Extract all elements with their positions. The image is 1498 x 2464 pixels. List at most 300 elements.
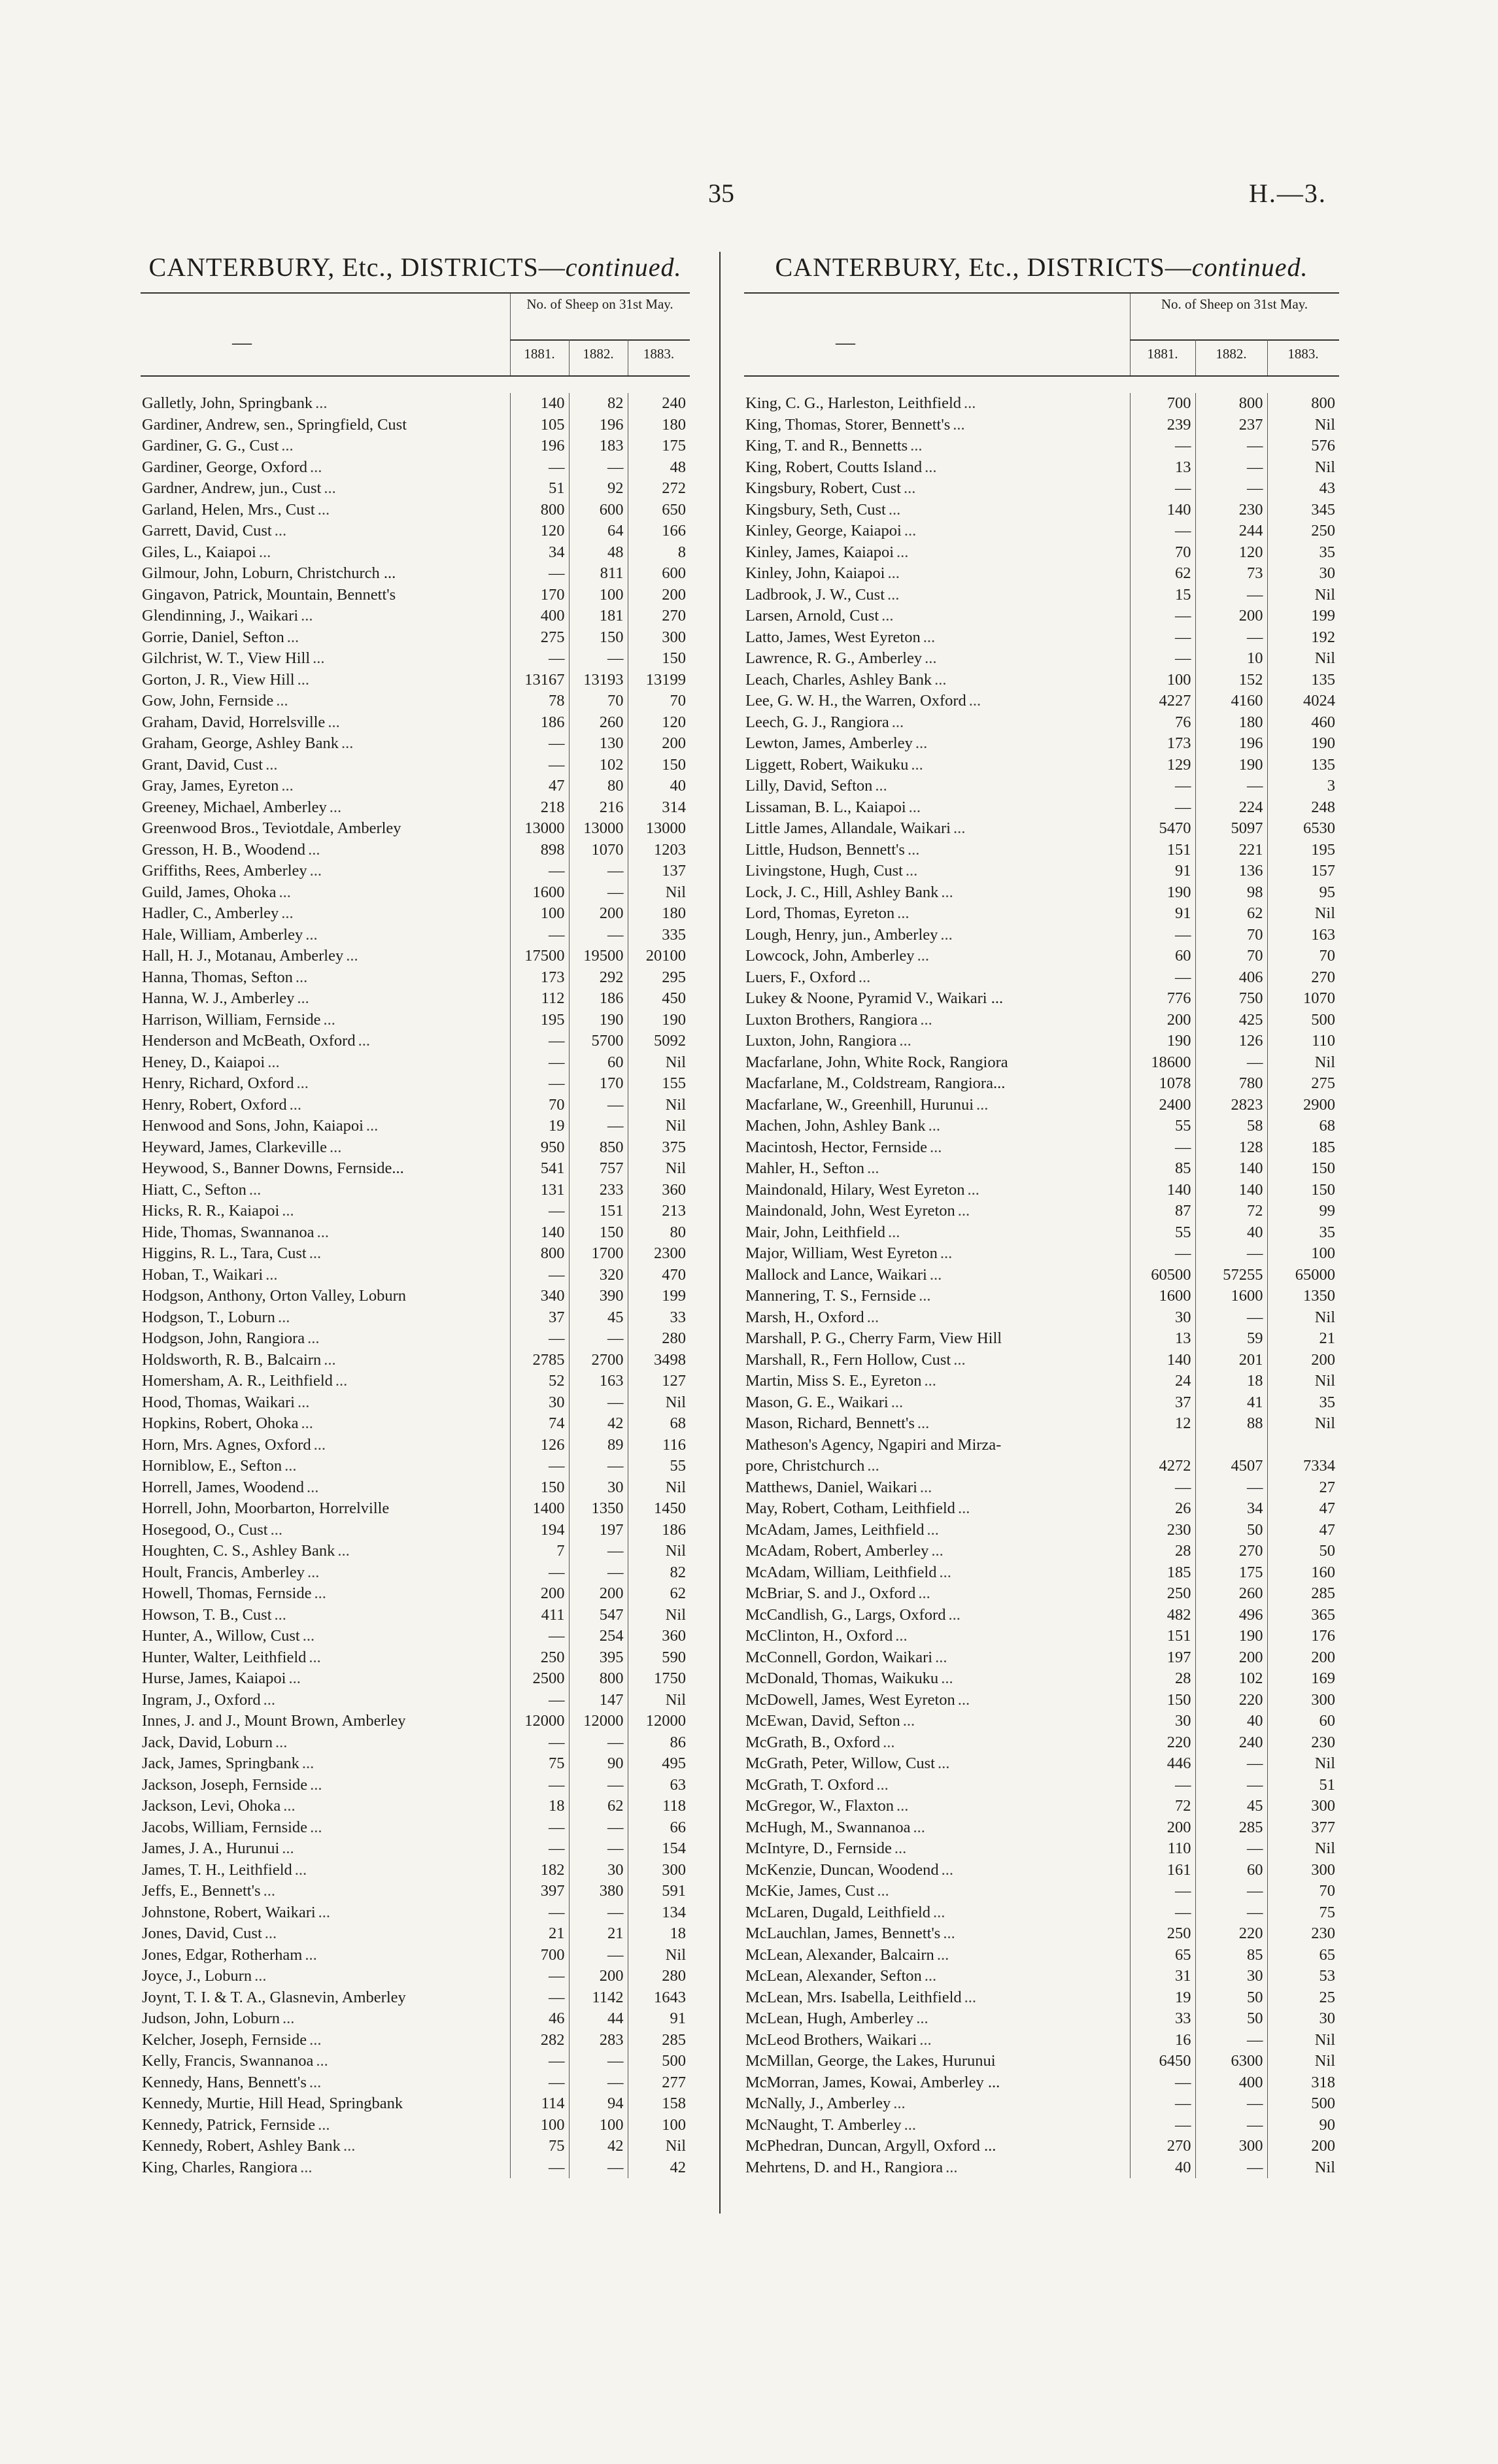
sheep-1882-cell: 390 bbox=[569, 1286, 628, 1307]
owner-cell: Hanna, Thomas, Sefton ... bbox=[142, 968, 308, 986]
owner-cell: Kinley, John, Kaiapoi ... bbox=[745, 564, 900, 582]
table-row bbox=[744, 1350, 1339, 1371]
sheep-1881-cell: 200 bbox=[1130, 1817, 1195, 1839]
owner-cell: Jones, Edgar, Rotherham ... bbox=[142, 1945, 317, 1964]
table-row bbox=[744, 1796, 1339, 1817]
owner-cell: Hood, Thomas, Waikari ... bbox=[142, 1393, 310, 1411]
sheep-1882-cell: — bbox=[1195, 1881, 1267, 1902]
table-row bbox=[744, 1371, 1339, 1392]
sheep-1882-cell: 220 bbox=[1195, 1923, 1267, 1945]
table-row bbox=[141, 670, 690, 691]
sheep-1881-cell: 131 bbox=[510, 1180, 569, 1201]
sheep-1881-cell: — bbox=[510, 733, 569, 755]
table-row bbox=[141, 1180, 690, 1201]
name-column-dash: — bbox=[232, 332, 252, 353]
sheep-1881-cell: 126 bbox=[510, 1435, 569, 1456]
owner-cell: McLean, Alexander, Sefton ... bbox=[745, 1967, 937, 1985]
owner-cell: Hoban, T., Waikari ... bbox=[142, 1265, 278, 1284]
sheep-1883-cell: Nil bbox=[1267, 2051, 1339, 2072]
table-row bbox=[744, 1222, 1339, 1244]
sheep-1881-cell: 28 bbox=[1130, 1668, 1195, 1690]
table-row bbox=[744, 2157, 1339, 2179]
table-row bbox=[744, 1775, 1339, 1796]
table-row bbox=[744, 1010, 1339, 1031]
sheep-1881-cell: 17500 bbox=[510, 946, 569, 967]
sheep-1881-cell: 2500 bbox=[510, 1668, 569, 1690]
owner-cell: Mehrtens, D. and H., Rangiora ... bbox=[745, 2158, 958, 2176]
owner-cell: Galletly, John, Springbank ... bbox=[142, 394, 328, 412]
sheep-1883-cell: 30 bbox=[1267, 563, 1339, 585]
sheep-1881-cell: 91 bbox=[1130, 903, 1195, 925]
sheep-1883-cell: 135 bbox=[1267, 670, 1339, 691]
sheep-1882-cell: 406 bbox=[1195, 967, 1267, 989]
owner-cell: Lilly, David, Sefton ... bbox=[745, 777, 887, 795]
sheep-1882-cell: 811 bbox=[569, 563, 628, 585]
table-row bbox=[141, 2051, 690, 2072]
table-row bbox=[141, 521, 690, 542]
sheep-1882-cell: — bbox=[1195, 1838, 1267, 1860]
sheep-1882-cell: 92 bbox=[569, 478, 628, 500]
sheep-1882-cell: 85 bbox=[1195, 1945, 1267, 1966]
sheep-1883-cell: Nil bbox=[1267, 903, 1339, 925]
table-row bbox=[141, 1413, 690, 1435]
sheep-table-left bbox=[141, 393, 690, 2178]
table-row bbox=[141, 2008, 690, 2030]
sheep-1881-cell: — bbox=[510, 1201, 569, 1222]
table-row bbox=[744, 691, 1339, 712]
owner-cell: Kinley, George, Kaiapoi ... bbox=[745, 522, 917, 539]
sheep-1883-cell: 25 bbox=[1267, 1987, 1339, 2009]
sheep-1882-cell: — bbox=[569, 1562, 628, 1584]
table-row bbox=[141, 585, 690, 606]
sheep-1883-cell: 200 bbox=[628, 585, 690, 606]
sheep-1882-cell: 292 bbox=[569, 967, 628, 989]
sheep-1882-cell: 6300 bbox=[1195, 2051, 1267, 2072]
sheep-1883-cell: 43 bbox=[1267, 478, 1339, 500]
sheep-1883-cell: 53 bbox=[1267, 1966, 1339, 1987]
table-row bbox=[744, 436, 1339, 457]
sheep-1881-cell: — bbox=[510, 1902, 569, 1924]
owner-cell: James, J. A., Hurunui ... bbox=[142, 1839, 294, 1857]
sheep-1881-cell: 1600 bbox=[510, 882, 569, 904]
sheep-1883-cell: Nil bbox=[1267, 2157, 1339, 2179]
sheep-1882-cell: 233 bbox=[569, 1180, 628, 1201]
sheep-1883-cell: Nil bbox=[628, 1052, 690, 1074]
sheep-1883-cell: 3498 bbox=[628, 1350, 690, 1371]
sheep-1883-cell: 377 bbox=[1267, 1817, 1339, 1839]
sheep-1883-cell: 82 bbox=[628, 1562, 690, 1584]
owner-cell: May, Robert, Cotham, Leithfield ... bbox=[745, 1499, 970, 1517]
sheep-1883-cell: 270 bbox=[1267, 967, 1339, 989]
sheep-1881-cell: 30 bbox=[1130, 1307, 1195, 1329]
table-row bbox=[141, 1520, 690, 1541]
sheep-1883-cell: 6530 bbox=[1267, 818, 1339, 840]
owner-cell: McAdam, Robert, Amberley ... bbox=[745, 1542, 944, 1560]
sheep-1882-cell: 60 bbox=[1195, 1860, 1267, 1881]
owner-cell: Hunter, A., Willow, Cust ... bbox=[142, 1627, 315, 1645]
sheep-1882-cell: — bbox=[1195, 478, 1267, 500]
owner-cell: Henwood and Sons, John, Kaiapoi ... bbox=[142, 1117, 379, 1135]
table-row bbox=[744, 393, 1339, 415]
sheep-1881-cell: — bbox=[510, 1031, 569, 1052]
owner-cell: Livingstone, Hugh, Cust ... bbox=[745, 862, 918, 880]
table-row bbox=[141, 1328, 690, 1350]
sheep-1881-cell: 140 bbox=[1130, 500, 1195, 521]
sheep-1883-cell: 199 bbox=[628, 1286, 690, 1307]
table-row bbox=[141, 1647, 690, 1669]
owner-cell: Little James, Allandale, Waikari ... bbox=[745, 819, 966, 837]
table-row bbox=[744, 1201, 1339, 1222]
sheep-1881-cell: 15 bbox=[1130, 585, 1195, 606]
table-row bbox=[141, 478, 690, 500]
sheep-1883-cell: 50 bbox=[1267, 1541, 1339, 1562]
table-row bbox=[744, 1158, 1339, 1180]
sheep-1881-cell: 2400 bbox=[1130, 1095, 1195, 1116]
sheep-1881-cell: — bbox=[510, 1817, 569, 1839]
sheep-1882-cell: 181 bbox=[569, 606, 628, 627]
table-row bbox=[744, 1180, 1339, 1201]
sheep-1882-cell: 2700 bbox=[569, 1350, 628, 1371]
table-row bbox=[141, 946, 690, 967]
sheep-1882-cell: 40 bbox=[1195, 1222, 1267, 1244]
sheep-1883-cell bbox=[1267, 1435, 1339, 1456]
owner-cell: Harrison, William, Fernside ... bbox=[142, 1010, 335, 1029]
owner-cell: McGrath, T. Oxford ... bbox=[745, 1775, 889, 1794]
owner-cell: Kennedy, Robert, Ashley Bank ... bbox=[142, 2137, 356, 2155]
sheep-1881-cell: 1078 bbox=[1130, 1073, 1195, 1095]
sheep-1883-cell: Nil bbox=[1267, 1307, 1339, 1329]
owner-cell: Hanna, W. J., Amberley ... bbox=[142, 989, 309, 1007]
sheep-1882-cell: 88 bbox=[1195, 1413, 1267, 1435]
table-row bbox=[141, 1116, 690, 1137]
sheep-1881-cell: 800 bbox=[510, 500, 569, 521]
sheep-1881-cell: — bbox=[510, 1328, 569, 1350]
sheep-1882-cell: 10 bbox=[1195, 648, 1267, 670]
sheep-1883-cell: Nil bbox=[1267, 648, 1339, 670]
table-row bbox=[744, 1881, 1339, 1902]
sheep-1882-cell: 547 bbox=[569, 1605, 628, 1626]
sheep-1883-cell: 12000 bbox=[628, 1711, 690, 1732]
sheep-1882-cell: 757 bbox=[569, 1158, 628, 1180]
owner-cell: Hodgson, John, Rangiora ... bbox=[142, 1329, 320, 1347]
table-row bbox=[141, 861, 690, 882]
sheep-1882-cell: 175 bbox=[1195, 1562, 1267, 1584]
sheep-1881-cell: 30 bbox=[1130, 1711, 1195, 1732]
table-row bbox=[141, 2093, 690, 2115]
sheep-1883-cell: 495 bbox=[628, 1753, 690, 1775]
owner-cell: McPhedran, Duncan, Argyll, Oxford ... bbox=[745, 2137, 996, 2155]
table-row bbox=[744, 1031, 1339, 1052]
sheep-1883-cell: 200 bbox=[1267, 1350, 1339, 1371]
table-row bbox=[744, 1945, 1339, 1966]
owner-cell: Luers, F., Oxford ... bbox=[745, 968, 871, 986]
sheep-1881-cell: 700 bbox=[1130, 393, 1195, 415]
table-row bbox=[744, 1732, 1339, 1754]
owner-cell: Horrell, James, Woodend ... bbox=[142, 1478, 319, 1496]
sheep-1882-cell: 200 bbox=[569, 1583, 628, 1605]
owner-cell: Gow, John, Fernside ... bbox=[142, 692, 288, 710]
table-row bbox=[141, 1477, 690, 1499]
owner-cell: McGregor, W., Flaxton ... bbox=[745, 1797, 909, 1815]
table-row bbox=[744, 478, 1339, 500]
year-1881-header: 1881. bbox=[1147, 346, 1178, 362]
sheep-1882-cell: 170 bbox=[569, 1073, 628, 1095]
sheep-1883-cell: 272 bbox=[628, 478, 690, 500]
page-reference: H.—3. bbox=[1249, 179, 1327, 208]
sheep-1881-cell: 4272 bbox=[1130, 1456, 1195, 1477]
table-row bbox=[744, 861, 1339, 882]
sheep-1882-cell: 320 bbox=[569, 1265, 628, 1286]
sheep-1883-cell: 2900 bbox=[1267, 1095, 1339, 1116]
owner-cell: McConnell, Gordon, Waikari ... bbox=[745, 1648, 947, 1666]
sheep-1883-cell: 70 bbox=[628, 691, 690, 712]
sheep-1881-cell: 21 bbox=[510, 1923, 569, 1945]
sheep-1883-cell: Nil bbox=[1267, 2030, 1339, 2051]
sheep-1883-cell: 86 bbox=[628, 1732, 690, 1754]
sheep-1882-cell: 395 bbox=[569, 1647, 628, 1669]
sheep-1883-cell: 91 bbox=[628, 2008, 690, 2030]
owner-cell: Gardiner, Andrew, sen., Springfield, Cust bbox=[142, 415, 407, 434]
owner-cell: King, Robert, Coutts Island ... bbox=[745, 458, 937, 476]
sheep-1883-cell: 180 bbox=[628, 415, 690, 436]
sheep-1882-cell: 70 bbox=[1195, 925, 1267, 946]
sheep-1883-cell: 100 bbox=[1267, 1243, 1339, 1265]
sheep-1882-cell: 70 bbox=[1195, 946, 1267, 967]
sheep-1882-cell: 237 bbox=[1195, 415, 1267, 436]
sheep-1881-cell: 34 bbox=[510, 542, 569, 564]
sheep-1883-cell: 175 bbox=[628, 436, 690, 457]
owner-cell: Mallock and Lance, Waikari ... bbox=[745, 1265, 942, 1284]
owner-cell: McKenzie, Duncan, Woodend ... bbox=[745, 1860, 953, 1879]
sheep-1881-cell: — bbox=[510, 1265, 569, 1286]
sheep-1883-cell: 248 bbox=[1267, 797, 1339, 819]
sheep-1882-cell: 150 bbox=[569, 627, 628, 649]
sheep-1882-cell: — bbox=[1195, 1307, 1267, 1329]
sheep-1883-cell: Nil bbox=[628, 1095, 690, 1116]
table-row bbox=[141, 606, 690, 627]
owner-cell: Kelcher, Joseph, Fernside ... bbox=[142, 2030, 322, 2049]
owner-cell: Gardner, Andrew, jun., Cust ... bbox=[142, 479, 336, 497]
table-row bbox=[141, 1966, 690, 1987]
table-row bbox=[141, 1838, 690, 1860]
sheep-1882-cell: 30 bbox=[569, 1860, 628, 1881]
sheep-1882-cell: — bbox=[1195, 1902, 1267, 1924]
owner-cell: pore, Christchurch ... bbox=[745, 1457, 879, 1475]
page-number: 35 bbox=[708, 179, 734, 208]
column-divider bbox=[719, 252, 721, 2214]
sheep-1882-cell: 62 bbox=[569, 1796, 628, 1817]
sheep-1883-cell: 365 bbox=[1267, 1605, 1339, 1626]
sheep-1882-cell: — bbox=[569, 1775, 628, 1796]
sheep-1881-cell: — bbox=[510, 861, 569, 882]
sheep-1882-cell: 425 bbox=[1195, 1010, 1267, 1031]
sheep-1882-cell: 260 bbox=[1195, 1583, 1267, 1605]
sheep-1882-cell: — bbox=[569, 882, 628, 904]
sheep-1881-cell: 151 bbox=[1130, 840, 1195, 861]
sheep-1882-cell: 102 bbox=[1195, 1668, 1267, 1690]
sheep-1881-cell: 190 bbox=[1130, 882, 1195, 904]
table-row bbox=[744, 1392, 1339, 1414]
sheep-1882-cell: 496 bbox=[1195, 1605, 1267, 1626]
sheep-1882-cell: 1070 bbox=[569, 840, 628, 861]
sheep-1883-cell: 169 bbox=[1267, 1668, 1339, 1690]
sheep-1881-cell: 62 bbox=[1130, 563, 1195, 585]
sheep-1881-cell: — bbox=[1130, 627, 1195, 649]
sheep-1881-cell: — bbox=[1130, 478, 1195, 500]
sheep-1882-cell: 72 bbox=[1195, 1201, 1267, 1222]
table-row bbox=[744, 1413, 1339, 1435]
table-row bbox=[141, 1732, 690, 1754]
sheep-1883-cell: Nil bbox=[628, 1392, 690, 1414]
table-row bbox=[744, 925, 1339, 946]
owner-cell: Garrett, David, Cust ... bbox=[142, 522, 287, 539]
sheep-1881-cell: — bbox=[510, 2072, 569, 2094]
sheep-1883-cell: 70 bbox=[1267, 1881, 1339, 1902]
owner-cell: McAdam, James, Leithfield ... bbox=[745, 1520, 939, 1539]
owner-cell: Lord, Thomas, Eyreton ... bbox=[745, 904, 910, 922]
owner-cell: McLean, Mrs. Isabella, Leithfield ... bbox=[745, 1988, 977, 2006]
sheep-1882-cell: 140 bbox=[1195, 1180, 1267, 1201]
owner-cell: Hiatt, C., Sefton ... bbox=[142, 1180, 262, 1199]
sheep-1882-cell: 64 bbox=[569, 521, 628, 542]
sheep-1883-cell: 300 bbox=[628, 1860, 690, 1881]
sheep-1883-cell: Nil bbox=[1267, 457, 1339, 479]
table-row bbox=[141, 1498, 690, 1520]
table-row bbox=[744, 1435, 1339, 1456]
sheep-1881-cell: 6450 bbox=[1130, 2051, 1195, 2072]
sheep-1881-cell: 120 bbox=[510, 521, 569, 542]
sheep-1882-cell: 100 bbox=[569, 585, 628, 606]
sheep-1881-cell: 78 bbox=[510, 691, 569, 712]
sheep-1881-cell: 16 bbox=[1130, 2030, 1195, 2051]
owner-cell: Hodgson, Anthony, Orton Valley, Loburn bbox=[142, 1287, 406, 1305]
sheep-1883-cell: 375 bbox=[628, 1137, 690, 1159]
sheep-1883-cell: 275 bbox=[1267, 1073, 1339, 1095]
owner-cell: Lissaman, B. L., Kaiapoi ... bbox=[745, 798, 921, 816]
owner-cell: Houghten, C. S., Ashley Bank ... bbox=[142, 1542, 350, 1560]
sheep-1881-cell: 110 bbox=[1130, 1838, 1195, 1860]
owner-cell: Innes, J. and J., Mount Brown, Amberley bbox=[142, 1712, 406, 1730]
section-heading: CANTERBURY, Etc., DISTRICTS—continued. bbox=[775, 252, 1308, 282]
sheep-1882-cell: — bbox=[569, 1456, 628, 1477]
sheep-1882-cell: 850 bbox=[569, 1137, 628, 1159]
table-row bbox=[141, 1562, 690, 1584]
sheep-1881-cell: 446 bbox=[1130, 1753, 1195, 1775]
table-row bbox=[744, 1860, 1339, 1881]
owner-cell: McNally, J., Amberley ... bbox=[745, 2095, 906, 2112]
sheep-1882-cell: 254 bbox=[569, 1626, 628, 1647]
table-row bbox=[141, 1158, 690, 1180]
owner-cell: Jackson, Levi, Ohoka ... bbox=[142, 1797, 296, 1815]
sheep-1881-cell: 31 bbox=[1130, 1966, 1195, 1987]
owner-cell: Leech, G. J., Rangiora ... bbox=[745, 713, 904, 731]
owner-cell: Hide, Thomas, Swannanoa ... bbox=[142, 1223, 329, 1241]
sheep-1883-cell: Nil bbox=[628, 882, 690, 904]
table-row bbox=[141, 1626, 690, 1647]
sheep-1881-cell: 397 bbox=[510, 1881, 569, 1902]
sheep-1881-cell: 12000 bbox=[510, 1711, 569, 1732]
sheep-1881-cell: — bbox=[510, 1073, 569, 1095]
sheep-1881-cell: — bbox=[510, 2157, 569, 2179]
sheep-1881-cell: — bbox=[510, 1690, 569, 1711]
sheep-1882-cell: 190 bbox=[1195, 1626, 1267, 1647]
owner-cell: King, C. G., Harleston, Leithfield ... bbox=[745, 394, 976, 412]
table-row bbox=[744, 988, 1339, 1010]
sheep-1881-cell: — bbox=[1130, 1137, 1195, 1159]
table-row bbox=[744, 712, 1339, 734]
sheep-1883-cell: 190 bbox=[1267, 733, 1339, 755]
sheep-1882-cell: 600 bbox=[569, 500, 628, 521]
owner-cell: Little, Hudson, Bennett's ... bbox=[745, 840, 920, 859]
table-row bbox=[744, 776, 1339, 797]
sheep-1883-cell: 200 bbox=[628, 733, 690, 755]
owner-cell: Lukey & Noone, Pyramid V., Waikari ... bbox=[745, 989, 1004, 1007]
sheep-1883-cell: Nil bbox=[1267, 1052, 1339, 1074]
sheep-1881-cell: 197 bbox=[1130, 1647, 1195, 1669]
sheep-1881-cell: 190 bbox=[1130, 1031, 1195, 1052]
table-row bbox=[141, 840, 690, 861]
owner-cell: Hicks, R. R., Kaiapoi ... bbox=[142, 1202, 294, 1220]
sheep-1881-cell: 220 bbox=[1130, 1732, 1195, 1754]
owner-cell: Griffiths, Rees, Amberley ... bbox=[142, 862, 322, 880]
sheep-1882-cell: 1600 bbox=[1195, 1286, 1267, 1307]
owner-cell: Mason, G. E., Waikari ... bbox=[745, 1393, 904, 1411]
owner-cell: Johnstone, Robert, Waikari ... bbox=[142, 1903, 331, 1921]
owner-cell: Higgins, R. L., Tara, Cust ... bbox=[142, 1244, 322, 1262]
sheep-1883-cell: 192 bbox=[1267, 627, 1339, 649]
sheep-1883-cell: Nil bbox=[1267, 585, 1339, 606]
sheep-1882-cell: — bbox=[1195, 1477, 1267, 1499]
sheep-1881-cell: — bbox=[1130, 521, 1195, 542]
sheep-1882-cell: 42 bbox=[569, 2136, 628, 2157]
table-header bbox=[744, 292, 1339, 377]
sheep-1882-cell: 800 bbox=[569, 1668, 628, 1690]
table-row bbox=[744, 1541, 1339, 1562]
table-row bbox=[141, 1796, 690, 1817]
table-row bbox=[744, 2136, 1339, 2157]
sheep-1881-cell: 19 bbox=[510, 1116, 569, 1137]
sheep-1883-cell: 186 bbox=[628, 1520, 690, 1541]
sheep-1882-cell: — bbox=[1195, 1753, 1267, 1775]
owner-cell: Macfarlane, W., Greenhill, Hurunui ... bbox=[745, 1095, 989, 1114]
sheep-1882-cell: 50 bbox=[1195, 2008, 1267, 2030]
sheep-1882-cell: 90 bbox=[569, 1753, 628, 1775]
sheep-1882-cell: 220 bbox=[1195, 1690, 1267, 1711]
sheep-1883-cell: 1750 bbox=[628, 1668, 690, 1690]
sheep-1881-cell: 250 bbox=[1130, 1583, 1195, 1605]
sheep-1883-cell: 66 bbox=[628, 1817, 690, 1839]
sheep-1883-cell: Nil bbox=[628, 1541, 690, 1562]
owner-cell: Lee, G. W. H., the Warren, Oxford ... bbox=[745, 692, 981, 710]
owner-cell: Gardiner, G. G., Cust ... bbox=[142, 437, 294, 454]
sheep-1882-cell: 163 bbox=[569, 1371, 628, 1392]
owner-cell: Giles, L., Kaiapoi ... bbox=[142, 543, 271, 561]
sheep-1882-cell: 100 bbox=[569, 2115, 628, 2136]
sheep-1883-cell: 650 bbox=[628, 500, 690, 521]
sheep-1883-cell: 500 bbox=[1267, 1010, 1339, 1031]
owner-cell: Joynt, T. I. & T. A., Glasnevin, Amberley bbox=[142, 1988, 406, 2006]
owner-cell: McMillan, George, the Lakes, Hurunui bbox=[745, 2052, 996, 2070]
table-row bbox=[744, 1286, 1339, 1307]
table-row bbox=[744, 1456, 1339, 1477]
sheep-1882-cell: 152 bbox=[1195, 670, 1267, 691]
sheep-1881-cell: — bbox=[1130, 1881, 1195, 1902]
sheep-1883-cell: 47 bbox=[1267, 1498, 1339, 1520]
table-row bbox=[141, 627, 690, 649]
owner-cell: Hadler, C., Amberley ... bbox=[142, 904, 294, 922]
owner-cell: Grant, David, Cust ... bbox=[142, 755, 278, 774]
sheep-1881-cell: 28 bbox=[1130, 1541, 1195, 1562]
